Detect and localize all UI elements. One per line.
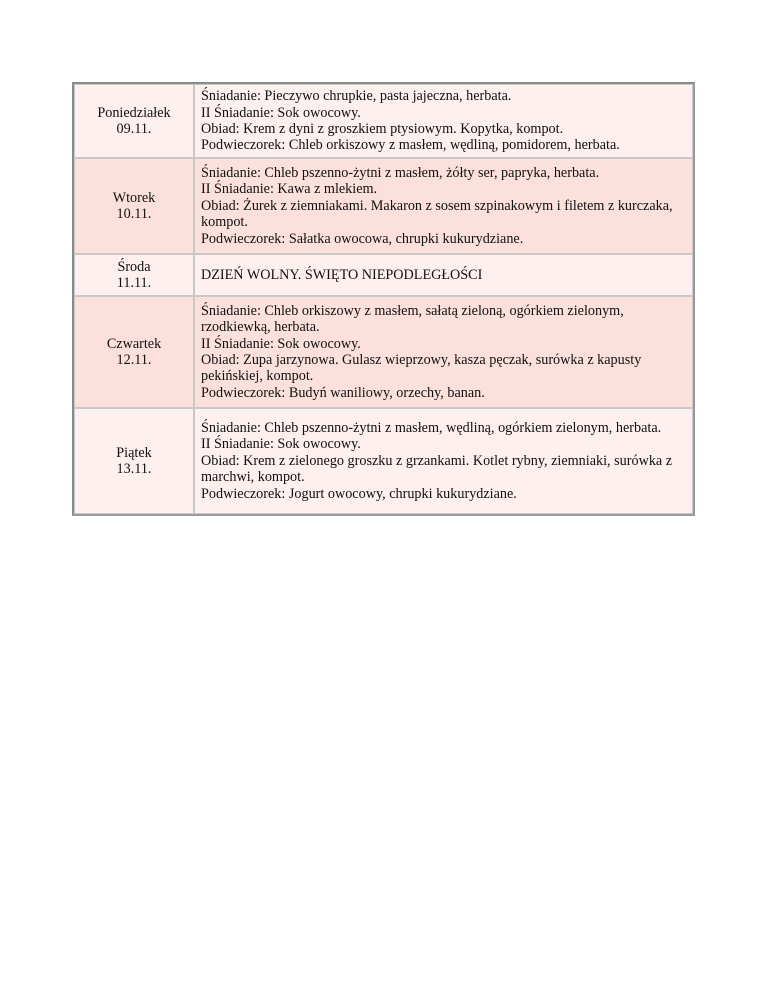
meal-lunch: Obiad: Żurek z ziemniakami. Makaron z sosem szpinakowym i filetem z kurczaka, kompot. (201, 197, 673, 231)
day-cell-monday (74, 84, 194, 158)
day-cell-wednesday (74, 254, 194, 296)
meal-breakfast: Śniadanie: Pieczywo chrupkie, pasta jajeczna, herbata. (201, 88, 512, 105)
day-cell-thursday (74, 296, 194, 408)
day-date: 09.11. (116, 121, 152, 137)
meal-snack: Podwieczorek: Sałatka owocowa, chrupki kukurydziane. (201, 230, 524, 247)
meals-cell-thursday (194, 296, 693, 408)
day-date: 11.11. (116, 275, 152, 291)
menu-row-wednesday (74, 254, 693, 296)
menu-row-tuesday (74, 158, 693, 254)
holiday-note: DZIEŃ WOLNY. ŚWIĘTO NIEPODLEGŁOŚCI (201, 266, 483, 283)
meals-cell-monday (194, 84, 693, 158)
menu-row-friday (74, 408, 693, 514)
day-name: Piątek (116, 444, 152, 461)
meal-second-breakfast: II Śniadanie: Sok owocowy. (201, 104, 361, 121)
meal-lunch: Obiad: Krem z zielonego groszku z grzankami. Kotlet rybny, ziemniaki, surówka z marchwi, kompot. (201, 452, 673, 486)
day-date: 10.11. (116, 206, 152, 222)
meals-cell-wednesday (194, 254, 693, 296)
meal-snack: Podwieczorek: Budyń waniliowy, orzechy, banan. (201, 384, 485, 401)
meal-breakfast: Śniadanie: Chleb pszenno-żytni z masłem, wędliną, ogórkiem zielonym, herbata. (201, 419, 662, 436)
day-date: 13.11. (116, 461, 152, 477)
weekly-menu-table (72, 82, 695, 516)
meal-breakfast: Śniadanie: Chleb pszenno-żytni z masłem, żółty ser, papryka, herbata. (201, 164, 600, 181)
menu-row-monday (74, 84, 693, 158)
meal-lunch: Obiad: Zupa jarzynowa. Gulasz wieprzowy, kasza pęczak, surówka z kapusty pekińskiej, kompot. (201, 352, 642, 385)
day-cell-friday (74, 408, 194, 514)
meal-snack: Podwieczorek: Jogurt owocowy, chrupki kukurydziane. (201, 485, 517, 502)
day-name: Czwartek (106, 335, 162, 352)
meal-breakfast: Śniadanie: Chleb orkiszowy z masłem, sałatą zieloną, ogórkiem zielonym, rzodkiewką, herbata. (201, 302, 624, 336)
day-cell-tuesday (74, 158, 194, 254)
meals-cell-tuesday (194, 158, 693, 254)
day-date: 12.11. (116, 352, 152, 368)
meals-cell-friday (194, 408, 693, 514)
meal-second-breakfast: II Śniadanie: Sok owocowy. (201, 436, 361, 453)
menu-row-thursday (74, 296, 693, 408)
day-name: Poniedziałek (97, 104, 171, 121)
meal-snack: Podwieczorek: Chleb orkiszowy z masłem, wędliną, pomidorem, herbata. (201, 137, 620, 154)
meal-second-breakfast: II Śniadanie: Sok owocowy. (201, 335, 361, 352)
day-name: Środa (117, 258, 151, 275)
meal-second-breakfast: II Śniadanie: Kawa z mlekiem. (201, 181, 378, 198)
meal-lunch: Obiad: Krem z dyni z groszkiem ptysiowym. Kopytka, kompot. (201, 121, 564, 137)
day-name: Wtorek (112, 189, 156, 206)
